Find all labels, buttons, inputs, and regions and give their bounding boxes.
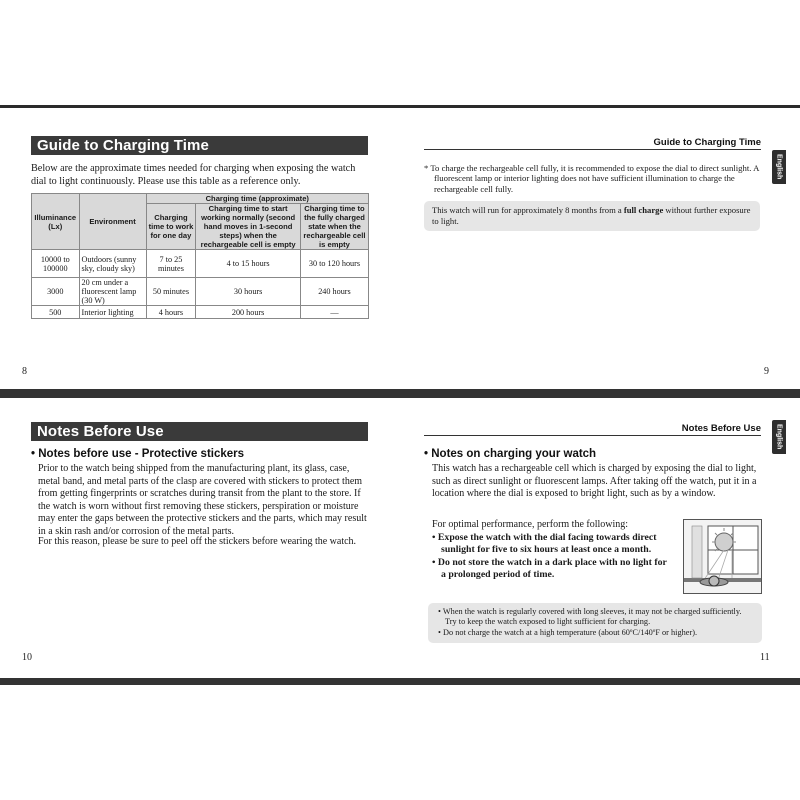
cell-full: — — [300, 306, 368, 319]
charging-bullets — [432, 532, 672, 582]
subhead-text: Notes on charging your watch — [431, 448, 597, 460]
cell-lux: 10000 to 100000 — [32, 250, 80, 278]
run-time-text: This watch will run for approximately 8 months from a — [432, 205, 624, 215]
running-head: Guide to Charging Time — [653, 137, 761, 148]
page-number: 8 — [22, 366, 27, 377]
header-start-working: Charging time to start working normally (second hand moves in 1-second steps) when the rechargeable cell is empty — [196, 204, 301, 250]
cell-env: Outdoors (sunny sky, cloudy sky) — [79, 250, 146, 278]
stickers-paragraph: Prior to the watch being shipped from the manufacturing plant, its glass, case, metal band, and metal parts of the clasp are covered with stickers to protect them from getting fingerprints or scratches during transit from the plant to the store. If the watch is worn without first removing these stickers, perspiration or moisture may enter the gaps between the protective stickers and the parts, which may result in a skin rash and/or corrosion of the metal parts. — [38, 463, 367, 537]
subhead-text: Notes before use - Protective stickers — [38, 448, 245, 460]
cell-one-day: 4 hours — [146, 306, 196, 319]
language-tab-english: English — [772, 150, 786, 184]
page-number: 10 — [22, 652, 32, 663]
cell-lux: 500 — [32, 306, 80, 319]
charging-intro: Below are the approximate times needed for charging when exposing the watch dial to light continuously. Please use this table as a reference only. — [31, 163, 356, 187]
subhead-charging-watch — [424, 448, 596, 460]
cell-lux: 3000 — [32, 278, 80, 306]
running-head-rule — [424, 435, 761, 436]
run-time-note — [424, 201, 760, 231]
cell-one-day: 7 to 25 minutes — [146, 250, 196, 278]
header-charging-time-group: Charging time (approximate) — [146, 194, 368, 204]
subhead-protective-stickers — [31, 448, 244, 460]
charging-time-table — [31, 193, 369, 319]
table-row — [32, 306, 369, 319]
bullet-text: Do not store the watch in a dark place with no light for a prolonged period of time. — [437, 556, 667, 581]
charging-paragraph: This watch has a rechargeable cell which is charged by exposing the dial to light, such as direct sunlight or fluorescent lamps. After taking off the watch, put it in a location where the dial is exposed to bright light, such as by a window. — [432, 463, 757, 500]
note-item: • Do not charge the watch at a high temperature (about 60ºC/140ºF or higher). — [438, 627, 698, 637]
section-title-charging: Guide to Charging Time — [31, 136, 368, 155]
optimal-performance-intro: For optimal performance, perform the following: — [432, 519, 629, 530]
middle-divider — [0, 389, 800, 398]
note-text: When the watch is regularly covered with long sleeves, it may not be charged sufficiently. Try to keep the watch exposed to light sufficient for charging. — [442, 607, 742, 627]
section-title-notes: Notes Before Use — [31, 422, 368, 441]
charging-notes-box — [428, 603, 762, 643]
table-row — [32, 250, 369, 278]
header-one-day: Charging time to work for one day — [146, 204, 196, 250]
bullet-item: • Do not store the watch in a dark place with no light for a prolonged period of time. — [432, 556, 667, 581]
bullet-item: • Expose the watch with the dial facing towards direct sunlight for five to six hours at least once a month. — [432, 532, 657, 556]
run-time-text-end: without further exposure to light. — [432, 205, 751, 226]
note-item: • When the watch is regularly covered with long sleeves, it may not be charged sufficiently. Try to keep the watch exposed to light sufficient for charging. — [438, 607, 742, 627]
running-head-rule — [424, 149, 761, 150]
full-charge-emphasis: full charge — [623, 205, 664, 215]
asterisk-note: * To charge the rechargeable cell fully, it is recommended to expose the dial to direct sunlight. A fluorescent lamp or interior lighting does not have sufficient illumination to charge the rechargeable cell fully. — [424, 163, 759, 194]
top-border — [0, 105, 800, 108]
cell-env: Interior lighting — [79, 306, 146, 319]
cell-start: 30 hours — [196, 278, 301, 306]
header-illuminance: Illuminance (Lx) — [32, 194, 80, 250]
language-tab-english: English — [772, 420, 786, 454]
running-head: Notes Before Use — [681, 423, 761, 434]
stickers-paragraph-2: For this reason, please be sure to peel off the stickers before wearing the watch. — [38, 536, 357, 547]
header-environment: Environment — [79, 194, 146, 250]
table-row — [32, 278, 369, 306]
page-number: 11 — [760, 652, 770, 663]
cell-start: 4 to 15 hours — [196, 250, 301, 278]
note-text: Do not charge the watch at a high temperature (about 60ºC/140ºF or higher). — [442, 627, 698, 637]
header-full-charge: Charging time to the fully charged state when the rechargeable cell is empty — [300, 204, 368, 250]
page-number: 9 — [764, 366, 769, 377]
cell-env: 20 cm under a fluorescent lamp (30 W) — [79, 278, 146, 306]
bullet-marker: • — [31, 448, 39, 460]
bullet-text: Expose the watch with the dial facing towards direct sunlight for five to six hours at least once a month. — [437, 532, 657, 556]
cell-one-day: 50 minutes — [146, 278, 196, 306]
sun-window-icon — [684, 520, 762, 594]
window-sunlight-illustration — [683, 519, 762, 594]
bullet-marker: • — [424, 448, 432, 460]
cell-start: 200 hours — [196, 306, 301, 319]
bottom-border — [0, 678, 800, 685]
cell-full: 30 to 120 hours — [300, 250, 368, 278]
cell-full: 240 hours — [300, 278, 368, 306]
